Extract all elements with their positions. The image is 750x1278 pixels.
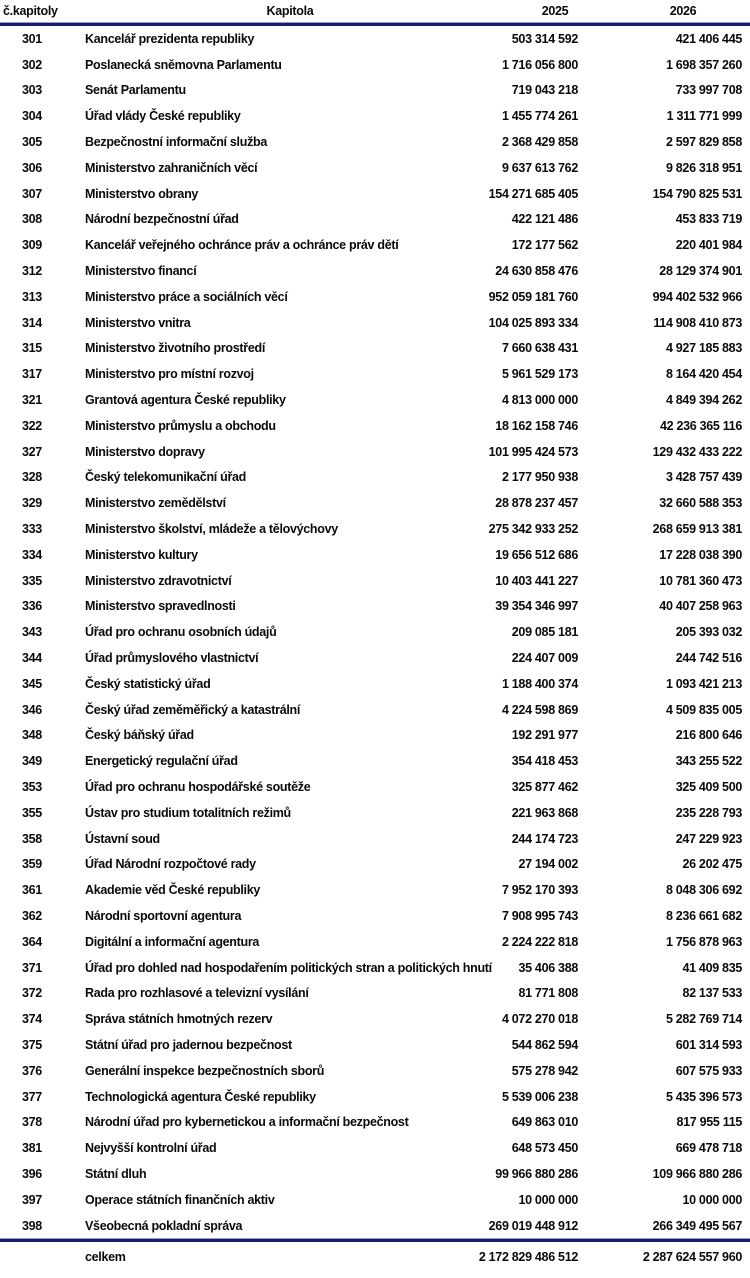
table-row	[0, 387, 750, 413]
col-header-2026: 2026	[585, 0, 750, 23]
chapter-number-cell: 301	[0, 23, 85, 52]
amount-2026-cell: 2 597 829 858	[665, 135, 742, 150]
table-row	[0, 284, 750, 310]
amount-2025-cell: 5 961 529 173	[501, 367, 578, 382]
amount-2026-cell: 1 093 421 213	[665, 676, 742, 691]
chapter-name-cell: Úřad průmyslového vlastnictví	[85, 651, 259, 666]
amount-2025-cell: 7 660 638 431	[501, 341, 578, 356]
chapter-number-cell: 333	[22, 522, 42, 537]
chapter-number-cell: 398	[0, 1213, 85, 1240]
table-row	[0, 826, 750, 852]
amount-2026-cell: 453 833 719	[675, 212, 742, 227]
amount-2026-cell: 601 314 593	[675, 1037, 742, 1052]
chapter-number-cell: 353	[22, 780, 42, 794]
table-row	[0, 955, 750, 981]
chapter-name-cell: Ministerstvo zemědělství	[85, 496, 226, 511]
chapter-number-cell: 313	[22, 289, 42, 304]
amount-2025-cell: 325 877 462	[511, 780, 578, 794]
amount-2026-cell: 817 955 115	[676, 1115, 742, 1130]
table-row	[0, 78, 750, 104]
chapter-number-cell: 372	[22, 986, 42, 1001]
chapter-number-cell: 361	[22, 883, 42, 898]
amount-2026-cell: 82 137 533	[682, 986, 742, 1001]
amount-2025-cell: 81 771 808	[518, 986, 578, 1001]
chapter-name-cell: Akademie věd České republiky	[85, 883, 261, 898]
chapter-name-cell: Ministerstvo financí	[85, 264, 197, 279]
chapter-number-cell: 346	[22, 702, 42, 717]
table-row	[0, 1084, 750, 1110]
amount-2026-cell: 41 409 835	[682, 960, 742, 975]
chapter-name-cell: Správa státních hmotných rezerv	[85, 1012, 273, 1027]
col-header-chapter-name: Kapitola	[85, 0, 440, 23]
chapter-number-cell: 328	[22, 470, 42, 485]
chapter-number-cell: 314	[22, 315, 42, 330]
chapter-name-cell: Ministerstvo průmyslu a obchodu	[85, 418, 276, 433]
chapter-name-cell: Ministerstvo školství, mládeže a tělovýchovy	[85, 522, 338, 537]
chapter-name-cell: Všeobecná pokladní správa	[85, 1213, 440, 1240]
chapter-number-cell: 362	[22, 908, 42, 923]
chapter-number-cell: 396	[22, 1166, 42, 1181]
chapter-name-cell: Ústavní soud	[85, 831, 160, 846]
chapter-name-cell: Úřad pro ochranu hospodářské soutěže	[85, 780, 311, 794]
chapter-number-cell: 375	[22, 1037, 42, 1052]
chapter-number-cell: 374	[22, 1012, 42, 1027]
amount-2026-cell: 40 407 258 963	[659, 599, 742, 614]
chapter-number-cell: 343	[22, 625, 42, 640]
table-row	[0, 568, 750, 594]
chapter-name-cell: Generální inspekce bezpečnostních sborů	[85, 1063, 325, 1078]
table-row	[0, 645, 750, 671]
table-row	[0, 413, 750, 439]
chapter-number-cell: 321	[22, 393, 42, 408]
chapter-name-cell: Poslanecká sněmovna Parlamentu	[85, 57, 282, 72]
amount-2026-cell: 216 800 646	[675, 728, 742, 743]
table-row	[0, 542, 750, 568]
chapter-name-cell: Český telekomunikační úřad	[85, 470, 247, 485]
amount-2026-cell: 4 509 835 005	[665, 702, 742, 717]
table-row	[0, 336, 750, 362]
amount-2025-cell: 18 162 158 746	[495, 418, 578, 433]
table-row	[0, 1213, 750, 1240]
chapter-number-cell: 309	[22, 238, 42, 253]
amount-2025-cell: 719 043 218	[511, 83, 578, 98]
table-row	[0, 155, 750, 181]
amount-2025-cell: 10 403 441 227	[495, 573, 578, 588]
chapter-number-cell: 377	[22, 1089, 42, 1104]
amount-2025-cell: 952 059 181 760	[488, 289, 578, 304]
amount-2025-cell: 39 354 346 997	[495, 599, 578, 614]
amount-2025-cell: 244 174 723	[511, 831, 578, 846]
amount-2025-cell: 422 121 486	[511, 212, 578, 227]
table-row	[0, 1032, 750, 1058]
table-body	[0, 23, 750, 1239]
amount-2026-cell: 114 908 410 873	[653, 315, 742, 330]
total-empty-cell	[0, 1239, 85, 1272]
amount-2025-cell: 172 177 562	[511, 238, 578, 253]
chapter-name-cell: Grantová agentura České republiky	[85, 393, 286, 408]
table-row	[0, 207, 750, 233]
amount-2026-cell: 1 311 771 999	[666, 109, 742, 124]
chapter-number-cell: 358	[22, 831, 42, 846]
amount-2026-cell: 17 228 038 390	[659, 547, 742, 562]
chapter-name-cell: Ústav pro studium totalitních režimů	[85, 805, 291, 820]
chapter-name-cell: Úřad Národní rozpočtové rady	[85, 857, 256, 872]
chapter-number-cell: 315	[22, 341, 42, 356]
table-row	[0, 361, 750, 387]
chapter-number-cell: 302	[22, 57, 42, 72]
amount-2025-cell: 5 539 006 238	[501, 1089, 578, 1104]
amount-2026-cell: 8 236 661 682	[665, 908, 742, 923]
chapter-number-cell: 303	[22, 83, 42, 98]
amount-2025-cell: 2 224 222 818	[501, 934, 578, 949]
chapter-number-cell: 378	[22, 1115, 42, 1130]
header-row	[0, 0, 750, 23]
table-row	[0, 129, 750, 155]
chapter-number-cell: 334	[22, 547, 42, 562]
chapter-name-cell: Technologická agentura České republiky	[85, 1089, 316, 1104]
chapter-name-cell: Ministerstvo vnitra	[85, 315, 191, 330]
chapter-number-cell: 305	[22, 135, 42, 150]
chapter-name-cell: Ministerstvo kultury	[85, 547, 198, 562]
amount-2025-cell: 221 963 868	[511, 805, 578, 820]
amount-2026-cell: 5 435 396 573	[665, 1089, 742, 1104]
chapter-name-cell: Státní úřad pro jadernou bezpečnost	[85, 1037, 292, 1052]
table-row	[0, 723, 750, 749]
amount-2026-cell: 8 164 420 454	[665, 367, 742, 382]
amount-2026-cell: 3 428 757 439	[665, 470, 742, 485]
table-row	[0, 594, 750, 620]
table-row	[0, 310, 750, 336]
amount-2026-cell: 8 048 306 692	[665, 883, 742, 898]
amount-2026-cell: 28 129 374 901	[659, 264, 742, 279]
table-row	[0, 671, 750, 697]
total-2025: 2 172 829 486 512	[440, 1239, 585, 1272]
chapter-number-cell: 355	[22, 805, 42, 820]
col-header-chapter-number: č.kapitoly	[0, 0, 85, 23]
chapter-number-cell: 304	[22, 109, 42, 124]
amount-2026-cell: 1 756 878 963	[665, 934, 742, 949]
chapter-name-cell: Kancelář prezidenta republiky	[85, 23, 440, 52]
table-row	[0, 23, 750, 52]
chapter-number-cell: 329	[22, 496, 42, 511]
amount-2026-cell: 4 927 185 883	[665, 341, 742, 356]
amount-2025-cell: 9 637 613 762	[501, 160, 578, 175]
amount-2026-cell: 994 402 532 966	[652, 289, 742, 304]
amount-2025-cell: 4 813 000 000	[501, 393, 578, 408]
table-row	[0, 697, 750, 723]
table-footer	[0, 1239, 750, 1272]
chapter-name-cell: Národní úřad pro kybernetickou a informační bezpečnost	[85, 1115, 409, 1130]
chapter-number-cell: 335	[22, 573, 42, 588]
amount-2025-cell: 269 019 448 912	[440, 1213, 585, 1240]
chapter-number-cell: 344	[22, 651, 42, 666]
amount-2026-cell: 9 826 318 951	[665, 160, 742, 175]
amount-2026-cell: 220 401 984	[675, 238, 742, 253]
amount-2025-cell: 544 862 594	[511, 1037, 578, 1052]
amount-2026-cell: 343 255 522	[675, 754, 742, 769]
amount-2025-cell: 35 406 388	[518, 960, 578, 975]
amount-2026-cell: 235 228 793	[675, 805, 742, 820]
table-row	[0, 1135, 750, 1161]
table-row	[0, 1109, 750, 1135]
chapter-name-cell: Ministerstvo zahraničních věcí	[85, 160, 258, 175]
chapter-name-cell: Úřad pro dohled nad hospodařením politických stran a politických hnutí	[85, 960, 492, 975]
chapter-name-cell: Úřad pro ochranu osobních údajů	[85, 625, 277, 640]
amount-2026-cell: 109 966 880 286	[652, 1166, 742, 1181]
chapter-name-cell: Český báňský úřad	[85, 728, 194, 743]
amount-2025-cell: 19 656 512 686	[495, 547, 578, 562]
table-row	[0, 877, 750, 903]
chapter-number-cell: 381	[22, 1141, 42, 1156]
amount-2025-cell: 224 407 009	[511, 651, 578, 666]
chapter-name-cell: Digitální a informační agentura	[85, 934, 260, 949]
amount-2026-cell: 421 406 445	[585, 23, 750, 52]
table-row	[0, 748, 750, 774]
total-2026: 2 287 624 557 960	[585, 1239, 750, 1272]
chapter-name-cell: Ministerstvo životního prostředí	[85, 341, 265, 356]
chapter-number-cell: 364	[22, 934, 42, 949]
chapter-name-cell: Kancelář veřejného ochránce práv a ochránce práv dětí	[85, 238, 399, 253]
chapter-number-cell: 307	[22, 186, 42, 201]
chapter-name-cell: Úřad vlády České republiky	[85, 109, 241, 124]
amount-2025-cell: 2 177 950 938	[501, 470, 578, 485]
chapter-name-cell: Český statistický úřad	[85, 676, 211, 691]
amount-2025-cell: 2 368 429 858	[501, 135, 578, 150]
chapter-name-cell: Národní sportovní agentura	[85, 908, 242, 923]
chapter-number-cell: 348	[22, 728, 42, 743]
chapter-name-cell: Ministerstvo pro místní rozvoj	[85, 367, 254, 382]
chapter-number-cell: 371	[22, 960, 42, 975]
amount-2025-cell: 1 455 774 261	[501, 109, 578, 124]
chapter-number-cell: 349	[22, 754, 42, 769]
chapter-name-cell: Energetický regulační úřad	[85, 754, 238, 769]
amount-2025-cell: 24 630 858 476	[495, 264, 578, 279]
amount-2025-cell: 154 271 685 405	[488, 186, 578, 201]
chapter-name-cell: Státní dluh	[85, 1166, 147, 1181]
amount-2026-cell: 325 409 500	[675, 780, 742, 794]
amount-2025-cell: 7 952 170 393	[501, 883, 578, 898]
chapter-name-cell: Ministerstvo obrany	[85, 186, 199, 201]
amount-2026-cell: 32 660 588 353	[659, 496, 742, 511]
amount-2026-cell: 244 742 516	[675, 651, 742, 666]
chapter-name-cell: Národní bezpečnostní úřad	[85, 212, 239, 227]
amount-2025-cell: 104 025 893 334	[488, 315, 578, 330]
amount-2025-cell: 575 278 942	[511, 1063, 578, 1078]
table-row	[0, 465, 750, 491]
chapter-name-cell: Ministerstvo dopravy	[85, 444, 205, 459]
amount-2025-cell: 209 085 181	[511, 625, 578, 640]
total-label: celkem	[85, 1239, 440, 1272]
table-row	[0, 52, 750, 78]
amount-2025-cell: 4 072 270 018	[501, 1012, 578, 1027]
amount-2026-cell: 1 698 357 260	[665, 57, 742, 72]
amount-2026-cell: 154 790 825 531	[652, 186, 742, 201]
amount-2026-cell: 26 202 475	[682, 857, 742, 872]
chapter-name-cell: Rada pro rozhlasové a televizní vysílání	[85, 986, 309, 1001]
total-row	[0, 1239, 750, 1272]
amount-2026-cell: 669 478 718	[675, 1141, 742, 1156]
table-row	[0, 619, 750, 645]
table-row	[0, 232, 750, 258]
amount-2026-cell: 42 236 365 116	[659, 418, 742, 433]
table-row	[0, 258, 750, 284]
amount-2026-cell: 607 575 933	[675, 1063, 742, 1078]
table-row	[0, 181, 750, 207]
chapter-name-cell: Operace státních finančních aktiv	[85, 1192, 275, 1207]
amount-2025-cell: 4 224 598 869	[501, 702, 578, 717]
amount-2026-cell: 247 229 923	[675, 831, 742, 846]
chapter-number-cell: 322	[22, 418, 42, 433]
amount-2025-cell: 354 418 453	[511, 754, 578, 769]
table-row	[0, 103, 750, 129]
chapter-name-cell: Nejvyšší kontrolní úřad	[85, 1141, 217, 1156]
amount-2025-cell: 7 908 995 743	[501, 908, 578, 923]
table-row	[0, 490, 750, 516]
table-row	[0, 439, 750, 465]
table-row	[0, 903, 750, 929]
amount-2025-cell: 192 291 977	[511, 728, 578, 743]
table-row	[0, 852, 750, 878]
col-header-2025: 2025	[440, 0, 585, 23]
amount-2025-cell: 10 000 000	[518, 1192, 578, 1207]
amount-2025-cell: 99 966 880 286	[495, 1166, 578, 1181]
amount-2026-cell: 10 000 000	[682, 1192, 742, 1207]
chapter-number-cell: 327	[22, 444, 42, 459]
amount-2026-cell: 733 997 708	[675, 83, 742, 98]
chapter-number-cell: 317	[22, 367, 42, 382]
amount-2025-cell: 275 342 933 252	[488, 522, 578, 537]
amount-2025-cell: 1 716 056 800	[501, 57, 578, 72]
chapter-number-cell: 376	[22, 1063, 42, 1078]
chapter-number-cell: 397	[22, 1192, 42, 1207]
table-row	[0, 774, 750, 800]
table-row	[0, 516, 750, 542]
table-row	[0, 929, 750, 955]
amount-2025-cell: 649 863 010	[511, 1115, 578, 1130]
chapter-name-cell: Ministerstvo zdravotnictví	[85, 573, 232, 588]
table-row	[0, 1006, 750, 1032]
table-header	[0, 0, 750, 23]
amount-2026-cell: 10 781 360 473	[659, 573, 742, 588]
amount-2026-cell: 266 349 495 567	[585, 1213, 750, 1240]
chapter-number-cell: 359	[22, 857, 42, 872]
amount-2025-cell: 101 995 424 573	[488, 444, 578, 459]
amount-2025-cell: 503 314 592	[440, 23, 585, 52]
table-row	[0, 980, 750, 1006]
table-row	[0, 1058, 750, 1084]
amount-2026-cell: 4 849 394 262	[665, 393, 742, 408]
chapter-number-cell: 336	[22, 599, 42, 614]
amount-2026-cell: 205 393 032	[675, 625, 742, 640]
chapter-name-cell: Český úřad zeměměřický a katastrální	[85, 702, 301, 717]
table-row	[0, 800, 750, 826]
amount-2026-cell: 5 282 769 714	[665, 1012, 742, 1027]
chapter-number-cell: 345	[22, 676, 42, 691]
chapter-number-cell: 308	[22, 212, 42, 227]
chapter-number-cell: 312	[22, 264, 42, 279]
table-row	[0, 1161, 750, 1187]
chapter-name-cell: Senát Parlamentu	[85, 83, 186, 98]
amount-2025-cell: 648 573 450	[511, 1141, 578, 1156]
chapter-number-cell: 306	[22, 160, 42, 175]
chapter-name-cell: Bezpečnostní informační služba	[85, 135, 268, 150]
amount-2026-cell: 129 432 433 222	[652, 444, 742, 459]
amount-2026-cell: 268 659 913 381	[652, 522, 742, 537]
amount-2025-cell: 1 188 400 374	[501, 676, 578, 691]
table-row	[0, 1187, 750, 1213]
amount-2025-cell: 28 878 237 457	[495, 496, 578, 511]
chapter-name-cell: Ministerstvo spravedlnosti	[85, 599, 236, 614]
amount-2025-cell: 27 194 002	[518, 857, 578, 872]
chapter-name-cell: Ministerstvo práce a sociálních věcí	[85, 289, 288, 304]
